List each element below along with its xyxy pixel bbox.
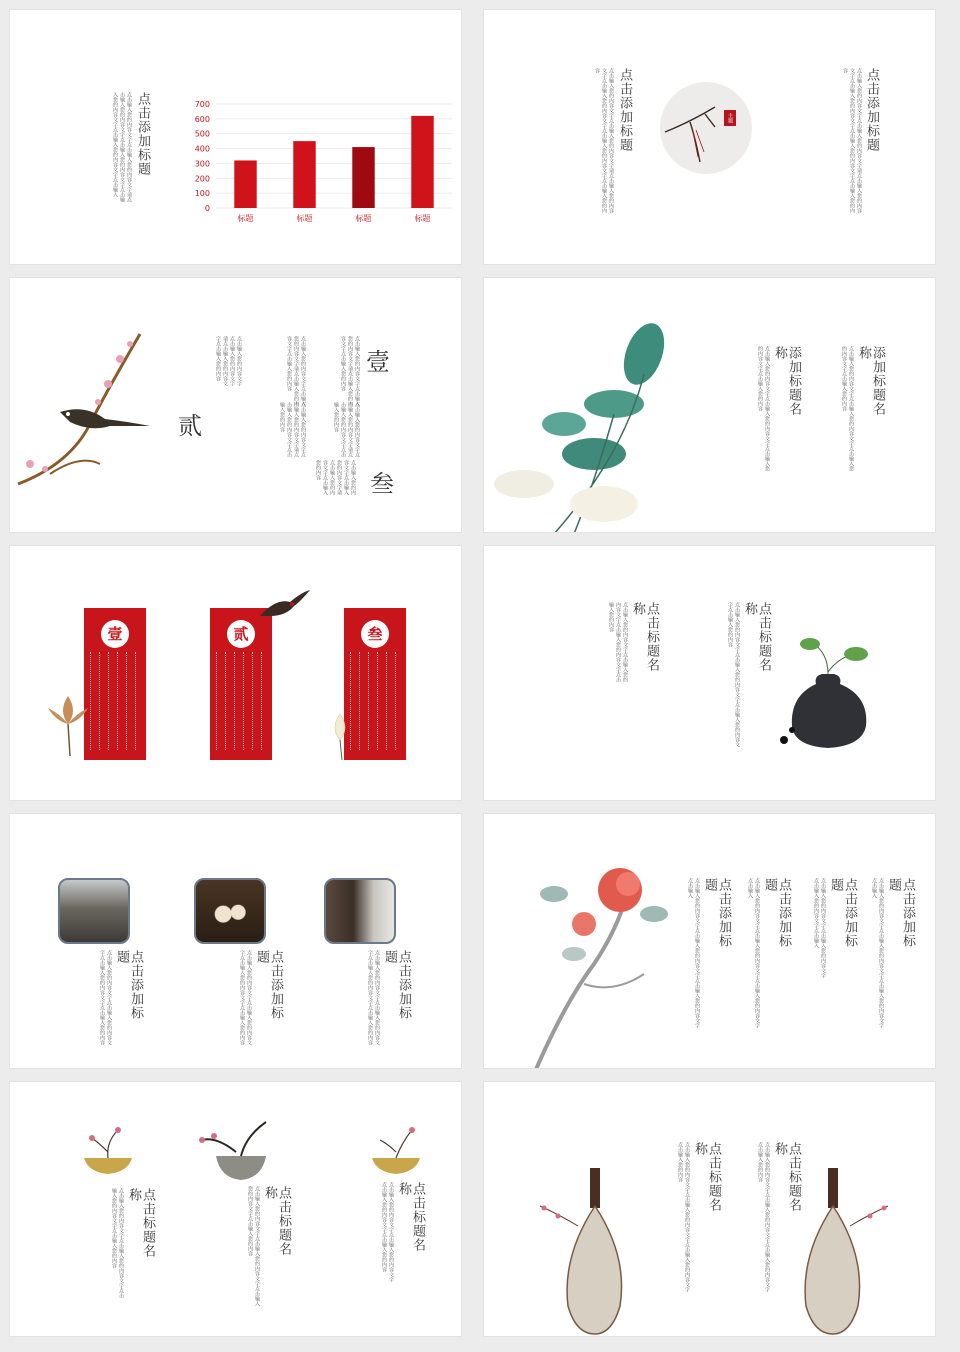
slide-red-cards[interactable]	[10, 546, 461, 800]
title-2: 添加标题名称	[856, 346, 885, 416]
item-body-3: 点击输入您的内容文字点击输入您的内容文字点击输入您的内容文字点击输入您的内容	[381, 1182, 394, 1282]
body-column-5: 点击输入您的内容文字点击输入您的内容文字请点击输入您的内容文字点击输入您的内容	[333, 402, 360, 457]
body-1: 点击输入您的内容文字点击输入您的内容文字点击输入您的内容文字点击输入您的内容	[757, 346, 770, 471]
bar[interactable]	[352, 147, 374, 208]
x-tick-label: 标题	[296, 214, 313, 223]
title-2: 点击标题名称	[742, 602, 771, 672]
plum-branch-icon	[660, 82, 752, 174]
item-title-4: 点击添加标题	[886, 878, 915, 948]
title-1: 点击标题名称	[692, 1142, 721, 1212]
slide-peony[interactable]	[484, 814, 935, 1068]
x-tick-label: 标题	[237, 214, 254, 223]
slide-lotus[interactable]	[484, 278, 935, 532]
x-tick-label: 标题	[355, 214, 372, 223]
photo-lotus-seeds	[194, 878, 266, 944]
item-title-3: 点击添加标题	[382, 950, 411, 1020]
item-title-1: 点击标题名称	[126, 1188, 155, 1258]
item-title-1: 点击添加标题	[114, 950, 143, 1020]
item-body-1: 点击输入您的内容文字点击输入您的内容文字点击输入您的内容文字点击输入	[687, 878, 700, 1028]
body-column-3: 点击输入您的内容文字点击输入您的内容文字请点击输入您的内容文字点击输入您的内容	[215, 336, 242, 386]
bowl-plant-icon	[78, 1122, 138, 1182]
card-badge: 贰	[227, 620, 255, 648]
slide-chart[interactable]	[10, 10, 461, 264]
card-badge: 壹	[101, 620, 129, 648]
body-column-6: 点击输入您的内容文字点击输入您的内容文字请点击输入您的内容文字点击输入您的内容	[315, 460, 356, 495]
slide-circle-painting[interactable]	[484, 10, 935, 264]
body-2: 点击输入您的内容文字点击输入您的内容文字点击输入您的内容文字点击输入您的内容	[757, 1142, 770, 1292]
body-column-4: 点击输入您的内容文字点击输入您的内容文字请点击输入您的内容文字点击输入您的内容	[279, 402, 306, 457]
bar-chart	[180, 98, 460, 238]
slide-photos[interactable]	[10, 814, 461, 1068]
card-badge: 叁	[361, 620, 389, 648]
bar[interactable]	[234, 160, 256, 208]
title-1: 点击标题名称	[630, 602, 659, 672]
bar[interactable]	[293, 141, 315, 208]
body-2: 点击输入您的内容文字点击输入您的内容文字点击输入您的内容文字点击输入您的内容	[727, 602, 740, 747]
y-tick-label: 100	[194, 189, 210, 199]
left-title: 点击添加标题	[617, 68, 632, 152]
number-two: 贰	[178, 412, 202, 440]
photo-wooden-house	[324, 878, 396, 944]
plum-bird-icon	[10, 314, 160, 494]
vase-icon	[774, 634, 884, 754]
item-title-2: 点击添加标题	[762, 878, 791, 948]
photo-village	[58, 878, 130, 944]
item-body-2: 点击输入您的内容文字点击输入您的内容文字点击输入您的内容文字点击输入	[747, 878, 760, 1028]
body-column-2: 点击输入您的内容文字点击输入您的内容文字请点击输入您的内容文字点击输入您的内容	[286, 336, 306, 406]
item-body-1: 点击输入您的内容文字点击输入您的内容文字点击输入您的内容文字点击输入您的内容	[99, 950, 112, 1045]
bowl-plant-icon	[366, 1122, 426, 1182]
body-1: 点击输入您的内容文字点击输入您的内容文字点击输入您的内容文字点击输入您的内容	[608, 602, 628, 682]
pipa-instrument-icon	[800, 1166, 890, 1336]
slide-vase[interactable]	[484, 546, 935, 800]
y-tick-label: 0	[204, 204, 210, 213]
item-title-3: 点击添加标题	[828, 878, 857, 948]
item-title-3: 点击标题名称	[396, 1182, 425, 1252]
lotus-leaf-icon	[484, 314, 684, 532]
body-2: 点击输入您的内容文字点击输入您的内容文字点击输入您的内容文字点击输入您的内容	[841, 346, 854, 471]
item-body-1: 点击输入您的内容文字点击输入您的内容文字点击输入您的内容文字点击输入您的内容	[111, 1188, 124, 1298]
y-tick-label: 700	[194, 100, 210, 109]
slide-bonsai[interactable]	[10, 1082, 461, 1336]
item-body-2: 点击输入您的内容文字点击输入您的内容文字点击输入您的内容文字点击输入您的内容	[239, 950, 252, 1045]
y-tick-label: 500	[194, 129, 210, 139]
y-tick-label: 600	[194, 114, 210, 124]
x-tick-label: 标题	[414, 214, 431, 223]
slide-bird-plum[interactable]	[10, 278, 461, 532]
y-tick-label: 400	[194, 144, 210, 154]
stone-bowl-icon	[186, 1116, 276, 1186]
y-tick-label: 300	[194, 159, 210, 169]
title-2: 点击标题名称	[772, 1142, 801, 1212]
item-title-2: 点击标题名称	[262, 1186, 291, 1256]
lotus-flower-icon	[38, 686, 98, 756]
circle-painting	[660, 82, 752, 174]
bar[interactable]	[411, 116, 433, 208]
white-lotus-icon	[320, 710, 360, 760]
slide-pipa[interactable]	[484, 1082, 935, 1336]
left-body: 点击输入您的内容文字点击输入您的内容文字请点击输入您的内容文字点击输入您的内容文字点击输入您的内容文字点击输入您的内容	[594, 68, 614, 213]
swallow-icon	[256, 586, 312, 626]
item-body-2: 点击输入您的内容文字点击输入您的内容文字点击输入您的内容文字点击输入您的内容	[247, 1186, 260, 1306]
peony-icon	[524, 844, 674, 1068]
number-three: 叁	[370, 470, 394, 498]
item-body-3: 点击输入您的内容文字点击输入您的内容文字点击输入您的内容文字点击输入您的内容	[367, 950, 380, 1045]
slide-body: 点击输入您的内容文字点击输入您的内容文字请点击输入您的内容文字点击输入您的内容文字点击输入您的内容文字点击输入您的内容文字点击输入	[112, 92, 132, 202]
right-title: 点击添加标题	[864, 68, 879, 152]
item-body-4: 点击输入您的内容文字点击输入您的内容文字点击输入您的内容文字点击输入	[871, 878, 884, 1028]
number-one: 壹	[366, 348, 390, 376]
item-title-1: 点击添加标题	[702, 878, 731, 948]
pipa-instrument-icon	[538, 1166, 628, 1336]
item-title-2: 点击添加标题	[254, 950, 283, 1020]
seal-stamp: 主题	[724, 110, 736, 126]
red-card-2[interactable]	[210, 608, 272, 760]
title-1: 添加标题名称	[772, 346, 801, 416]
body-column-1: 点击输入您的内容文字点击输入您的内容文字请点击输入您的内容文字点击输入您的内容	[340, 336, 360, 406]
body-1: 点击输入您的内容文字点击输入您的内容文字点击输入您的内容文字点击输入您的内容	[677, 1142, 690, 1292]
item-body-3: 点击输入您的内容文字点击输入您的内容文字点击输入您的内容文字点击输入	[813, 878, 826, 978]
right-body: 点击输入您的内容文字点击输入您的内容文字请点击输入您的内容文字点击输入您的内容文字点击输入您的内容文字点击输入您的内容	[842, 68, 862, 213]
y-tick-label: 200	[194, 174, 210, 184]
slide-title: 点击添加标题	[135, 92, 150, 176]
